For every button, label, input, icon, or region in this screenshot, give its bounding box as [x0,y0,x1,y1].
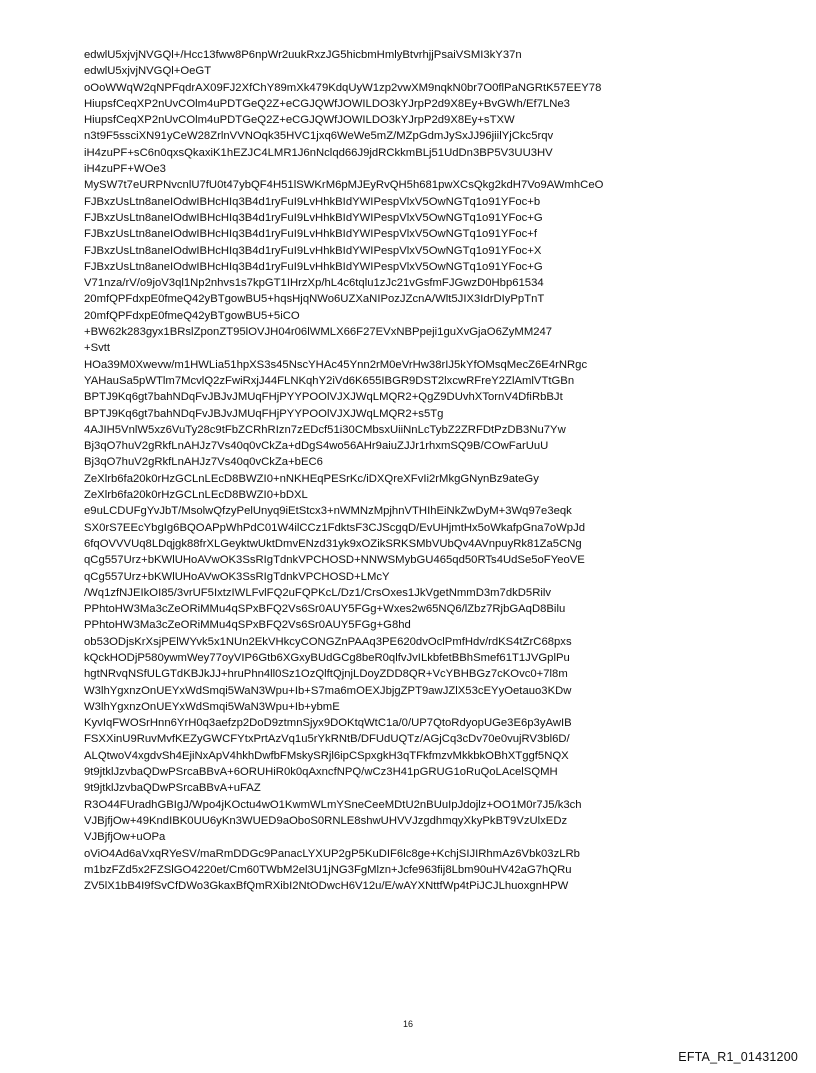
text-line: BPTJ9Kq6gt7bahNDqFvJBJvJMUqFHjPYYPOOlVJXJWqLMQR2+s5Tg [84,407,444,420]
text-line: n3t9F5ssciXN91yCeW28ZrlnVVNOqk35HVC1jxq6WeWe5mZ/MZpGdmJySxJJ96jiilYjCkc5rqv [84,130,554,143]
text-line: qCg557Urz+bKWlUHoAVwOK3SsRIgTdnkVPCHOSD+LMcY [84,570,390,583]
text-line: iH4zuPF+sC6n0qxsQkaxiK1hEZJC4LMR1J6nNclqd66J9jdRCkkmBLj51UdDn3BP5V3UU3HV [84,146,553,159]
text-line: ob53ODjsKrXsjPElWYvk5x1NUn2EkVHkcyCONGZnPAAq3PE620dvOclPmfHdv/rdKS4tZrC68pxs [84,635,572,648]
text-line: 6fqOVVVUq8LDqjgk88frXLGeyktwUktDmvENzd31yk9xOZikSRKSMbVUbQv4AVnpuyRk81Za5CNg [84,537,582,550]
text-line: W3lhYgxnzOnUEYxWdSmqi5WaN3Wpu+Ib+ybmE [84,700,340,713]
text-line: 9t9jtklJzvbaQDwPSrcaBBvA+6ORUHiR0k0qAxncfNPQ/wCz3H41pGRUG1oRuQoLAcelSQMH [84,766,558,779]
text-line: VJBjfjOw+49KndIBK0UU6yKn3WUED9aOboS0RNLE8shwUHVVJzgdhmqyXkyPkBT9VzUlxEDz [84,814,568,827]
text-line: ALQtwoV4xgdvSh4EjiNxApV4hkhDwfbFMskySRjl6ipCSpxgkH3qTFkfmzvMkkbkOBhXTggf5NQX [84,749,569,762]
text-line: FJBxzUsLtn8aneIOdwIBHcHIq3B4d1ryFuI9LvHhkBIdYWIPespVlxV5OwNGTq1o91YFoc+b [84,195,541,208]
text-line: FSXXinU9RuvMvfKEZyGWCFYtxPrtAzVq1u5rYkRNtB/DFUdUQTz/AGjCq3cDv70e0vujRV3bl6D/ [84,733,570,746]
text-line: 20mfQPFdxpE0fmeQ42yBTgowBU5+hqsHjqNWo6UZXaNIPozJZcnA/Wlt5JIX3IdrDIyPpTnT [84,293,545,306]
text-line: edwlU5xjvjNVGQl+/Hcc13fww8P6npWr2uukRxzJG5hicbmHmlyBtvrhjjPsaiVSMI3kY37n [84,49,522,61]
text-line: ZV5lX1bB4I9fSvCfDWo3GkaxBfQmRXibI2NtODwcH6V12u/E/wAYXNttfWp4tPiJCJLhuoxgnHPW [84,880,569,893]
text-line: BPTJ9Kq6gt7bahNDqFvJBJvJMUqFHjPYYPOOlVJXJWqLMQR2+QgZ9DUvhXTornV4DfiRbBJt [84,391,563,404]
text-line: HiupsfCeqXP2nUvCOlm4uPDTGeQ2Z+eCGJQWfJOWILDO3kYJrpP2d9X8Ey+sTXW [84,114,515,127]
text-line: PPhtoHW3Ma3cZeORiMMu4qSPxBFQ2Vs6Sr0AUY5FGg+Wxes2w65NQ6/lZbz7RjbGAqD8Bilu [84,603,566,616]
text-line: V71nza/rV/o9joV3ql1Np2nhvs1s7kpGT1IHrzXp/hL4c6tqlu1zJc21vGsfmFJGwzD0Hbp61534 [84,277,544,290]
text-line: FJBxzUsLtn8aneIOdwIBHcHIq3B4d1ryFuI9LvHhkBIdYWIPespVlxV5OwNGTq1o91YFoc+f [84,228,538,241]
text-line: e9uLCDUFgYvJbT/MsolwQfzyPelUnyq9iEtStcx3+nWMNzMpjhnVTHIhEiNkZwDyM+3Wq97e3eqk [84,505,572,518]
text-line: HiupsfCeqXP2nUvCOlm4uPDTGeQ2Z+eCGJQWfJOWILDO3kYJrpP2d9X8Ey+BvGWh/Ef7LNe3 [84,97,570,110]
text-line: oViO4Ad6aVxqRYeSV/maRmDDGc9PanacLYXUP2gP5KuDIF6lc8ge+KchjSIJIRhmAz6Vbk03zLRb [84,847,580,860]
text-line: 20mfQPFdxpE0fmeQ42yBTgowBU5+5iCO [84,309,300,322]
text-line: hgtNRvqNSfULGTdKBJkJJ+hruPhn4ll0Sz1OzQlftQjnjLDoyZDD8QR+VcYBHBGz7cKOvc0+7l8m [84,668,568,681]
text-line: m1bzFZd5x2FZSlGO4220et/Cm60TWbM2el3U1jNG3FgMlzn+Jcfe963fij8Lbm90uHV42aG7hQRu [84,863,572,876]
text-line: qCg557Urz+bKWlUHoAVwOK3SsRIgTdnkVPCHOSD+NNWSMybGU465qd50RTs4UdSe5oFYeoVE [84,554,585,567]
text-line: FJBxzUsLtn8aneIOdwIBHcHIq3B4d1ryFuI9LvHhkBIdYWIPespVlxV5OwNGTq1o91YFoc+G [84,211,543,224]
text-line: SX0rS7EEcYbgIg6BQOAPpWhPdC01W4ilCCz1FdktsF3CJScgqD/EvUHjmtHx5oWkafpGna7oWpJd [84,521,586,534]
text-line: KyvIqFWOSrHnn6YrH0q3aefzp2DoD9ztmnSjyx9DOKtqWtC1a/0/UP7QtoRdyopUGe3E6p3yAwIB [84,717,572,730]
text-line: W3lhYgxnzOnUEYxWdSmqi5WaN3Wpu+Ib+S7ma6mOEXJbjgZPT9awJZlX53cEYyOetauo3KDw [84,684,572,697]
encoded-text-block [84,47,744,894]
text-line: kQckHODjP580ywmWey77oyVIP6Gtb6XGxyBUdGCg8beR0qlfvJvILkbfetBBhSmef61T1JVGplPu [84,651,570,664]
text-line: HOa39M0Xwevw/m1HWLia51hpXS3s45NscYHAc45Ynn2rM0eVrHw38rIJ5kYfOMsqMecZ6E4rNRgc [84,358,588,371]
document-id: EFTA_R1_01431200 [678,1050,798,1064]
text-line: 4AJIH5VnlW5xz6VuTy28c9tFbZCRhRIzn7zEDcf51i30CMbsxUiiNnLcTybZ2ZRFDtPzDB3Nu7Yw [84,423,566,436]
text-line: 9t9jtklJzvbaQDwPSrcaBBvA+uFAZ [84,782,261,795]
text-line: FJBxzUsLtn8aneIOdwIBHcHIq3B4d1ryFuI9LvHhkBIdYWIPespVlxV5OwNGTq1o91YFoc+G [84,260,543,273]
text-line: ZeXlrb6fa20k0rHzGCLnLEcD8BWZI0+nNKHEqPESrKc/iDXQreXFvIi2rMkgGNynBz9ateGy [84,472,539,485]
text-line: iH4zuPF+WOe3 [84,163,166,176]
text-line: Bj3qO7huV2gRkfLnAHJz7Vs40q0vCkZa+dDgS4wo56AHr9aiuZJJr1rhxmSQ9B/COwFarUuU [84,440,549,453]
text-line: MySW7t7eURPNvcnlU7fU0t47ybQF4H51lSWKrM6pMJEyRvQH5h681pwXCsQkg2kdH7Vo9AWmhCeO [84,179,604,192]
text-line: YAHauSa5pWTlm7McvlQ2zFwiRxjJ44FLNKqhY2iVd6K655IBGR9DST2lxcwRFreY2ZlAmlVTtGBn [84,374,575,387]
text-line: Bj3qO7huV2gRkfLnAHJz7Vs40q0vCkZa+bEC6 [84,456,323,469]
text-line: VJBjfjOw+uOPa [84,831,166,844]
text-line: R3O44FUradhGBIgJ/Wpo4jKOctu4wO1KwmWLmYSneCeeMDtU2nBUuIpJdojlz+OO1M0r7J5/k3ch [84,798,582,811]
text-line: +Svtt [84,342,111,355]
text-line: oOoWWqW2qNPFqdrAX09FJ2XfChY89mXk479KdqUyW1zp2vwXM9nqkN0br7O0flPaNGRtK57EEY78 [84,81,602,94]
text-line: /Wq1zfNJEIkOI85/3vrUF5IxtzIWLFvlFQ2uFQPKcL/Dz1/CrsOxes1JkVgetNmmD3m7dkD5Rilv [84,586,552,599]
text-line: +BW62k283gyx1BRslZponZT95lOVJH04r06lWMLX66F27EVxNBPpeji1guXvGjaO6ZyMM247 [84,326,553,339]
page-number: 16 [402,1019,413,1029]
text-line: PPhtoHW3Ma3cZeORiMMu4qSPxBFQ2Vs6Sr0AUY5FGg+G8hd [84,619,411,632]
text-line: edwlU5xjvjNVGQl+OeGT [84,65,212,78]
text-line: ZeXlrb6fa20k0rHzGCLnLEcD8BWZI0+bDXL [84,489,308,502]
text-line: FJBxzUsLtn8aneIOdwIBHcHIq3B4d1ryFuI9LvHhkBIdYWIPespVlxV5OwNGTq1o91YFoc+X [84,244,542,257]
